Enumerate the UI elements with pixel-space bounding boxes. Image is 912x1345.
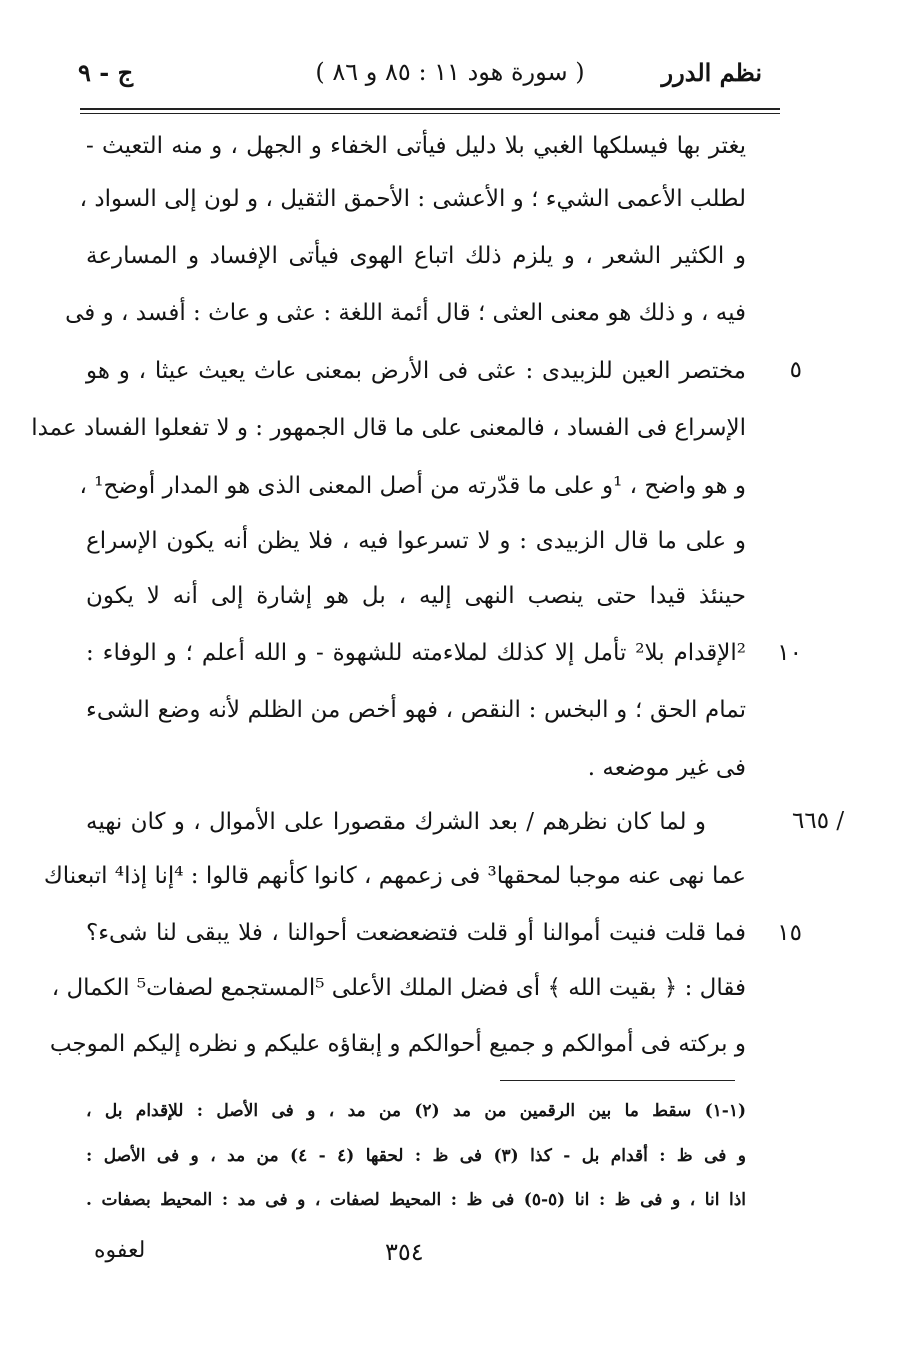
footnote-line: (١-١) سقط ما بين الرقمين من مد (٢) من مد ، و فى الأصل : للإقدام بل ، [86,1101,747,1121]
text-line: فما قلت فنيت أموالنا أو قلت فتضعضعت أحوالنا ، فلا يبقى لنا شىء؟ [86,920,746,946]
text-line: يغتر بها فيسلكها الغبي بلا دليل فيأتى الخفاء و الجهل ، و منه التعيث - [86,133,746,159]
header-rule [80,108,780,110]
line-number: ٥ [789,357,802,383]
text-line: فى غير موضعه . [587,755,746,781]
margin-reference: / ٦٦٥ [792,808,845,834]
text-line: و بركته فى أموالكم و جميع أحوالكم و إبقاؤه عليكم و نظره إليكم الموجب [49,1031,746,1057]
text-line: و لما كان نظرهم / بعد الشرك مقصورا على الأموال ، و كان نهيه [86,809,706,835]
line-number: ١٥ [777,920,802,946]
text-line: و هو واضح ، ¹و على ما قدّرته من أصل المعنى الذى هو المدار أوضح¹ ، [79,473,746,499]
running-title: نظم الدرر [661,58,762,87]
footnote-line: و فى ظ : أقدام بل - كذا (٣) فى ظ : لحقها (٤ - ٤) من مد ، و فى الأصل : [86,1146,746,1166]
text-line: تمام الحق ؛ و البخس : النقص ، فهو أخص من الظلم لأنه وضع الشىء [86,697,746,723]
text-line: ²الإقدام بلا² تأمل إلا كذلك لملاءمته للشهوة - و الله أعلم ؛ و الوفاء : [86,640,746,666]
text-line: الإسراع فى الفساد ، فالمعنى على ما قال الجمهور : و لا تفعلوا الفساد عمدا [31,415,746,441]
text-line: حينئذ قيدا حتى ينصب النهى إليه ، بل هو إشارة إلى أنه لا يكون [86,583,746,609]
text-line: و على ما قال الزبيدى : و لا تسرعوا فيه ، فلا يظن أنه يكون الإسراع [86,528,746,554]
text-line: عما نهى عنه موجبا لمحقها³ فى زعمهم ، كانوا كأنهم قالوا : ⁴إنا إذا⁴ اتبعناك [43,863,746,889]
text-line: و الكثير الشعر ، و يلزم ذلك اتباع الهوى فيأتى الإفساد و المسارعة [86,243,746,269]
text-line: لطلب الأعمى الشيء ؛ و الأعشى : الأحمق الثقيل ، و لون إلى السواد ، [79,186,746,212]
surah-reference: ( سورة هود ١١ : ٨٥ و ٨٦ ) [315,58,585,86]
text-line: فقال : ﴿ بقيت الله ﴾ أى فضل الملك الأعلى ⁵المستجمع لصفات⁵ الكمال ، [51,975,746,1001]
volume-marker: ج - ٩ [78,58,134,87]
header-rule-thin [80,113,780,114]
page-number: ٣٥٤ [385,1238,424,1266]
text-line: فيه ، و ذلك هو معنى العثى ؛ قال أئمة اللغة : عثى و عاث : أفسد ، و فى [65,300,746,326]
footnote-rule [500,1080,735,1081]
line-number: ١٠ [777,640,802,666]
catchword: لعفوه [94,1238,146,1263]
text-line: مختصر العين للزبيدى : عثى فى الأرض بمعنى عاث يعيث عيثا ، و هو [86,358,746,384]
footnote-line: اذا انا ، و فى ظ : انا (٥-٥) فى ظ : المحيط لصفات ، و فى مد : المحيط بصفات . [86,1190,746,1210]
